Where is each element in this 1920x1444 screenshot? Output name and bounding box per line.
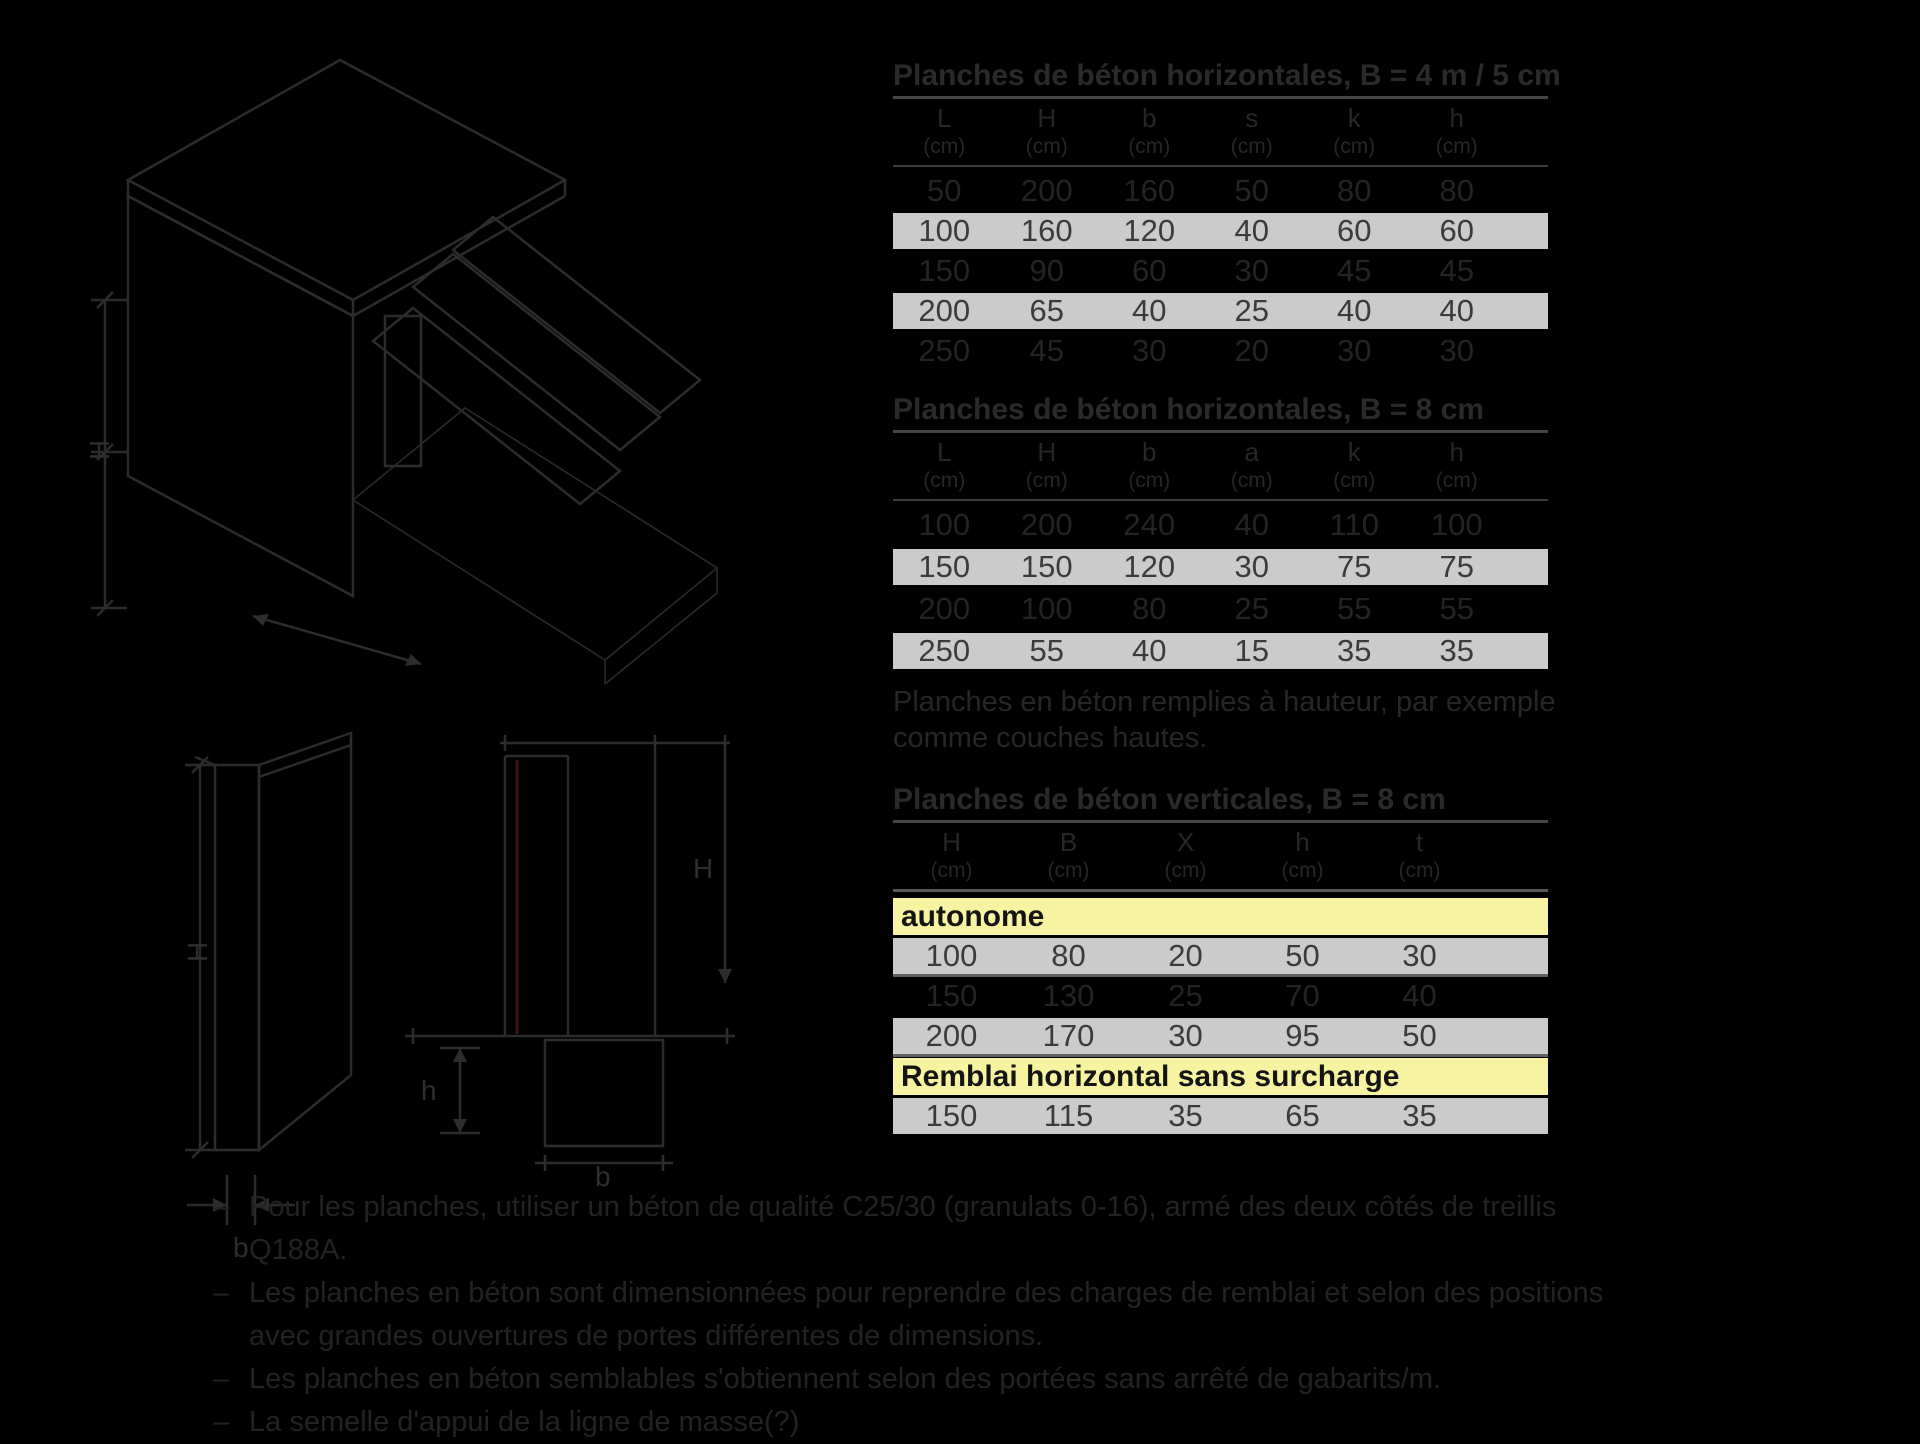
table-cell: 30 (1234, 549, 1269, 584)
footnote-dash: – (213, 1191, 230, 1223)
column-letter: s (1245, 103, 1259, 133)
elev-slab (195, 733, 351, 1150)
table-row (893, 1018, 1548, 1057)
isometric-retaining-wall-drawing (85, 48, 845, 713)
table-cell: 130 (1042, 978, 1095, 1013)
table-cell: 100 (1020, 591, 1073, 626)
note-line-2: comme couches hautes. (893, 722, 1208, 754)
table-cell: 100 (1430, 507, 1483, 542)
section-ground-line (405, 1028, 735, 1044)
table-title: Planches de béton verticales, B = 8 cm (893, 783, 1446, 816)
table-header-units (893, 133, 1548, 161)
table-cell: 25 (1234, 591, 1269, 626)
table-header-rule (893, 165, 1548, 167)
elev-base-label: b (233, 1232, 249, 1263)
table-cell: 200 (1020, 173, 1073, 208)
table-cell: 80 (1337, 173, 1372, 208)
table-header-rule (893, 499, 1548, 501)
section-height-label: H (693, 853, 714, 884)
column-unit: (cm) (1333, 135, 1376, 158)
elev-height-label: H (182, 941, 213, 962)
iso-base-outline (353, 408, 717, 684)
table-row (893, 507, 1548, 543)
table-cell: 40 (1234, 507, 1269, 542)
table-cell: 20 (1168, 938, 1203, 973)
column-unit: (cm) (1047, 859, 1090, 882)
table-row (893, 633, 1548, 669)
column-unit: (cm) (1230, 469, 1273, 492)
table-cell: 240 (1123, 507, 1176, 542)
table-cell: 65 (1029, 293, 1064, 328)
elev-height-dimension (182, 757, 217, 1158)
footnote-text: Les planches en béton sont dimensionnées pour reprendre des charges de remblai et selon des positions avec grandes ouvertures de portes différentes de dimensions. (249, 1277, 1604, 1352)
column-letter: t (1415, 827, 1424, 857)
table-cell: 45 (1439, 253, 1474, 288)
table-planches-verticales (893, 782, 1548, 1138)
column-unit: (cm) (1025, 469, 1068, 492)
table-header-letters (893, 103, 1548, 133)
table-cell: 40 (1439, 293, 1474, 328)
table-cell: 150 (925, 978, 978, 1013)
table-cell: 20 (1234, 333, 1269, 368)
table-cell: 90 (1029, 253, 1064, 288)
table-cell: 110 (1329, 507, 1379, 542)
table-row (893, 213, 1548, 249)
table-header-rule (893, 889, 1548, 892)
column-unit: (cm) (923, 135, 966, 158)
table-cell: 35 (1439, 633, 1474, 668)
table-cell: 200 (1020, 507, 1073, 542)
footnote-dash: – (213, 1363, 230, 1395)
table-row (893, 549, 1548, 585)
table-title-rule (893, 96, 1548, 99)
table-row (893, 293, 1548, 329)
table-cell: 50 (1285, 938, 1320, 973)
column-letter: h (1449, 437, 1464, 467)
table-cell: 45 (1029, 333, 1064, 368)
column-letter: b (1142, 437, 1157, 467)
table-cell: 15 (1234, 633, 1269, 668)
table-cell: 40 (1337, 293, 1372, 328)
footnote-item (213, 1358, 1658, 1401)
column-unit: (cm) (930, 859, 973, 882)
table-cell: 30 (1132, 333, 1167, 368)
table-cell: 30 (1337, 333, 1372, 368)
table-row (893, 333, 1548, 369)
iso-height-label: H (84, 439, 115, 460)
table-cell: 100 (918, 507, 971, 542)
column-unit: (cm) (1435, 135, 1478, 158)
table-header-letters (893, 827, 1548, 857)
table-title: Planches de béton horizontales, B = 8 cm (893, 393, 1484, 426)
footnote-dash: – (213, 1406, 230, 1438)
table-cell: 250 (918, 333, 971, 368)
table-cell: 70 (1285, 978, 1320, 1013)
table-cell: 80 (1439, 173, 1474, 208)
footnote-text: Pour les planches, utiliser un béton de qualité C25/30 (granulats 0-16), armé des deux côtés de treillis Q188A. (249, 1191, 1557, 1266)
table-row (893, 978, 1548, 1014)
table-title-rule (893, 820, 1548, 823)
table-header-units (893, 467, 1548, 495)
iso-lid (128, 60, 565, 316)
table-cell: 120 (1123, 213, 1176, 248)
table-cell: 200 (925, 1018, 978, 1053)
section-depth-dimension (421, 1048, 480, 1133)
band-label: autonome (901, 900, 1045, 933)
table-title: Planches de béton horizontales, B = 4 m / 5 cm (893, 59, 1561, 92)
table-row (893, 1098, 1548, 1134)
column-unit: (cm) (923, 469, 966, 492)
table-row (893, 591, 1548, 627)
table-cell: 40 (1234, 213, 1269, 248)
table-cell: 40 (1132, 293, 1167, 328)
table-cell: 60 (1337, 213, 1372, 248)
column-unit: (cm) (1333, 469, 1376, 492)
table-row (893, 253, 1548, 289)
column-letter: b (1142, 103, 1157, 133)
footnote-item (213, 1401, 1658, 1444)
column-unit: (cm) (1281, 859, 1324, 882)
column-letter: h (1295, 827, 1310, 857)
table-cell: 45 (1337, 253, 1372, 288)
table-cell: 150 (1020, 549, 1073, 584)
table-cell: 250 (918, 633, 971, 668)
table-cell: 50 (1234, 173, 1269, 208)
footnote-text: La semelle d'appui de la ligne de masse(?) (249, 1406, 800, 1438)
table-cell: 55 (1337, 591, 1372, 626)
table-cell: 60 (1132, 253, 1167, 288)
table-cell: 115 (1043, 1098, 1094, 1133)
table-cell: 40 (1132, 633, 1167, 668)
table-cell: 150 (918, 549, 971, 584)
wall-cross-section-drawing (405, 718, 735, 1192)
table-cell: 40 (1402, 978, 1437, 1013)
iso-front-slab (128, 196, 353, 596)
table-cell: 30 (1402, 938, 1437, 973)
table-cell: 100 (918, 213, 971, 248)
column-letter: h (1449, 103, 1464, 133)
table-cell: 25 (1234, 293, 1269, 328)
table-row (893, 938, 1548, 977)
table-cell: 50 (1402, 1018, 1437, 1053)
table-title-rule (893, 430, 1548, 433)
table-cell: 200 (918, 293, 971, 328)
band-label: Remblai horizontal sans surcharge (901, 1060, 1400, 1093)
column-unit: (cm) (1025, 135, 1068, 158)
table-cell: 35 (1168, 1098, 1203, 1133)
highlight-band (893, 1058, 1548, 1095)
column-letter: L (937, 437, 952, 467)
table-row (893, 173, 1548, 209)
table-planches-horizontales-2 (893, 392, 1548, 675)
section-depth-label: h (421, 1075, 437, 1106)
table-cell: 35 (1402, 1098, 1437, 1133)
iso-height-dimension (84, 292, 127, 616)
table-cell: 80 (1132, 591, 1167, 626)
table-cell: 75 (1337, 549, 1372, 584)
column-unit: (cm) (1128, 135, 1171, 158)
table-cell: 150 (918, 253, 971, 288)
section-foundation (535, 1040, 673, 1192)
section-top-dimension (500, 735, 730, 751)
table-planches-horizontales-1 (893, 58, 1561, 373)
table-cell: 95 (1285, 1018, 1320, 1053)
table-cell: 80 (1051, 938, 1086, 973)
table-cell: 30 (1234, 253, 1269, 288)
table-cell: 75 (1439, 549, 1474, 584)
column-unit: (cm) (1164, 859, 1207, 882)
table-cell: 150 (925, 1098, 978, 1133)
table-cell: 200 (918, 591, 971, 626)
table-header-letters (893, 437, 1548, 467)
table-cell: 35 (1337, 633, 1372, 668)
note-between-tables (893, 684, 1556, 756)
table-cell: 30 (1439, 333, 1474, 368)
highlight-band (893, 898, 1548, 935)
column-letter: X (1176, 827, 1195, 857)
table-cell: 100 (925, 938, 978, 973)
column-unit: (cm) (1435, 469, 1478, 492)
column-letter: H (1037, 103, 1057, 133)
table-cell: 170 (1042, 1018, 1095, 1053)
column-letter: k (1347, 103, 1361, 133)
section-wall (505, 756, 568, 1036)
column-letter: a (1244, 437, 1259, 467)
vertical-plank-elevation-drawing (175, 705, 425, 1265)
footnote-dash: – (213, 1277, 230, 1309)
column-unit: (cm) (1128, 469, 1171, 492)
table-cell: 65 (1285, 1098, 1320, 1133)
table-cell: 55 (1439, 591, 1474, 626)
footnote-item (213, 1186, 1658, 1272)
iso-width-dimension (253, 614, 421, 666)
section-height-dimension (655, 751, 732, 1036)
table-cell: 25 (1168, 978, 1203, 1013)
column-letter: H (1037, 437, 1057, 467)
footnote-item (213, 1272, 1658, 1358)
column-unit: (cm) (1230, 135, 1273, 158)
footnote-text: Les planches en béton semblables s'obtiennent selon des portées sans arrêté de gabarits/m. (249, 1363, 1442, 1395)
column-letter: B (1059, 827, 1078, 857)
column-letter: L (937, 103, 952, 133)
footnotes (213, 1186, 1658, 1444)
table-cell: 60 (1439, 213, 1474, 248)
table-cell: 50 (927, 173, 962, 208)
table-cell: 30 (1168, 1018, 1203, 1053)
table-cell: 120 (1123, 549, 1176, 584)
table-cell: 55 (1029, 633, 1064, 668)
table-header-units (893, 857, 1548, 885)
section-base-label: b (595, 1161, 611, 1192)
column-letter: H (942, 827, 961, 857)
table-cell: 160 (1020, 213, 1073, 248)
table-cell: 160 (1123, 173, 1176, 208)
column-letter: k (1347, 437, 1361, 467)
note-line-1: Planches en béton remplies à hauteur, par exemple (893, 686, 1556, 718)
column-unit: (cm) (1398, 859, 1441, 882)
